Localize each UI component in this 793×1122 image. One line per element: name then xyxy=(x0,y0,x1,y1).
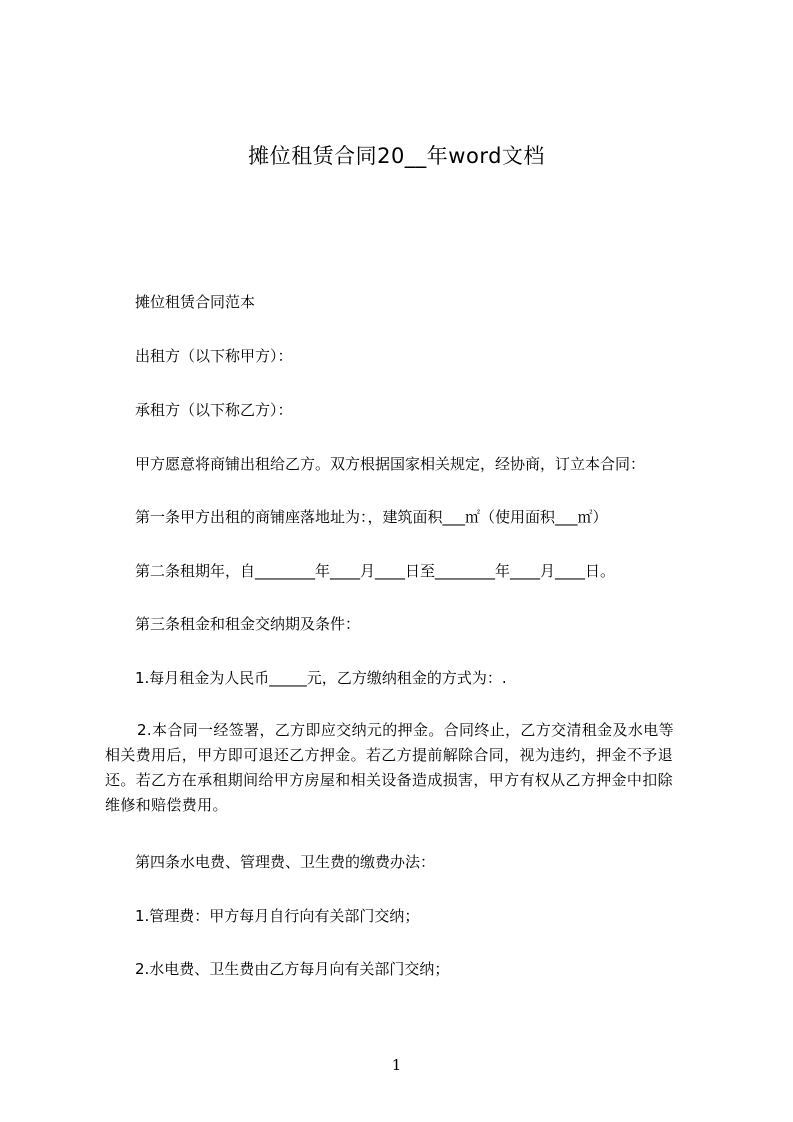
paragraph-preamble: 甲方愿意将商铺出租给乙方。双方根据国家相关规定，经协商，订立本合同： xyxy=(135,455,646,473)
paragraph-article-3-item-2: 2.本合同一经签署，乙方即应交纳元的押金。合同终止，乙方交清租金及水电等相关费用后，甲方即可退还乙方押金。若乙方提前解除合同，视为违约，押金不予退还。若乙方在承租期间给甲方房屋和相关设备造成损害，甲方有权从乙方押金中扣除维修和赔偿费用。 xyxy=(105,721,674,814)
paragraph-lessee: 承租方（以下称乙方）： xyxy=(135,401,293,419)
paragraph-article-4: 第四条水电费、管理费、卫生费的缴费办法： xyxy=(135,853,436,871)
paragraph-article-3-item-1: 1.每月租金为人民币_____元，乙方缴纳租金的方式为：. xyxy=(135,669,507,687)
paragraph-article-3: 第三条租金和租金交纳期及条件： xyxy=(135,615,361,633)
page-number: 1 xyxy=(391,1056,402,1074)
paragraph-article-2: 第二条租期年，自________年____月____日至________年____月____日。 xyxy=(135,562,616,580)
paragraph-article-1: 第一条甲方出租的商铺座落地址为：，建筑面积___㎡（使用面积___㎡） xyxy=(135,508,608,526)
paragraph-article-4-item-2: 2.水电费、卫生费由乙方每月向有关部门交纳； xyxy=(135,960,450,978)
document-title: 摊位租赁合同20__年word文档 xyxy=(248,144,545,168)
paragraph-article-4-item-1: 1.管理费：甲方每月自行向有关部门交纳； xyxy=(135,907,420,925)
paragraph-lessor: 出租方（以下称甲方）： xyxy=(135,347,293,365)
paragraph-contract-template: 摊位租赁合同范本 xyxy=(135,293,256,311)
